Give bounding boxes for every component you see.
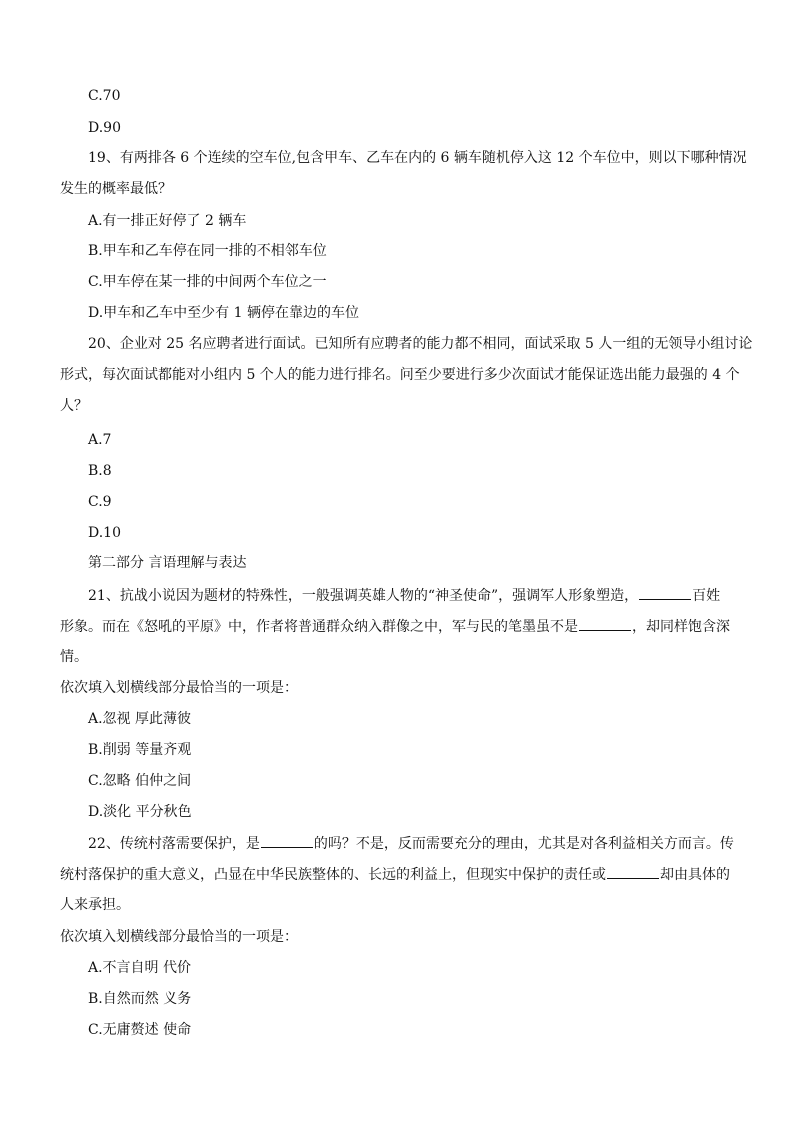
q21-prompt: 依次填入划横线部分最恰当的一项是： xyxy=(60,680,298,696)
q20-option-a: A.7 xyxy=(88,432,112,448)
q22-text-1a: 22、传统村落需要保护，是 xyxy=(88,836,260,852)
q19-stem-line1: 19、有两排各 6 个连续的空车位,包含甲车、乙车在内的 6 辆车随机停入这 12 个车位中，则以下哪种情况 xyxy=(88,150,747,166)
q22-stem-line2 xyxy=(60,864,730,884)
q21-stem-line3: 情。 xyxy=(60,649,88,665)
q21-text-2b: ，却同样饱含深 xyxy=(632,619,730,635)
q22-text-1b: 的吗？不是，反而需要充分的理由，尤其是对各利益相关方而言。传 xyxy=(313,836,734,852)
q20-stem-line1: 20、企业对 25 名应聘者进行面试。已知所有应聘者的能力都不相同，面试采取 5 人一组的无领导小组讨论 xyxy=(88,336,753,352)
q20-option-b: B.8 xyxy=(88,463,112,479)
q22-text-2b: 却由具体的 xyxy=(660,867,730,883)
q19-option-a: A.有一排正好停了 2 辆车 xyxy=(88,213,247,229)
q21-text-1a: 21、抗战小说因为题材的特殊性，一般强调英雄人物的“神圣使命”，强调军人形象塑造， xyxy=(88,588,639,604)
q20-option-c: C.9 xyxy=(88,494,112,510)
q19-option-c: C.甲车停在某一排的中间两个车位之一 xyxy=(88,274,327,290)
q19-stem-line2: 发生的概率最低？ xyxy=(60,181,172,197)
q22-blank-2 xyxy=(607,864,659,879)
q22-prompt: 依次填入划横线部分最恰当的一项是： xyxy=(60,929,298,945)
q21-option-d: D.淡化 平分秋色 xyxy=(88,804,192,820)
q18-option-d: D.90 xyxy=(88,120,121,136)
q22-stem-line1 xyxy=(88,833,734,853)
section-heading: 第二部分 言语理解与表达 xyxy=(88,555,247,571)
q18-option-c: C.70 xyxy=(88,88,121,104)
q22-option-c: C.无庸赘述 使命 xyxy=(88,1022,192,1038)
q22-option-a: A.不言自明 代价 xyxy=(88,960,192,976)
q22-stem-line3: 人来承担。 xyxy=(60,897,130,913)
q21-option-a: A.忽视 厚此薄彼 xyxy=(88,711,192,727)
q21-stem-line2 xyxy=(60,616,730,636)
q22-option-b: B.自然而然 义务 xyxy=(88,991,192,1007)
q19-option-d: D.甲车和乙车中至少有 1 辆停在靠边的车位 xyxy=(88,305,359,321)
q19-option-b: B.甲车和乙车停在同一排的不相邻车位 xyxy=(88,243,327,259)
q20-stem-line2: 形式，每次面试都能对小组内 5 个人的能力进行排名。问至少要进行多少次面试才能保证选出能力最强的 4 个 xyxy=(60,367,740,383)
q21-option-b: B.削弱 等量齐观 xyxy=(88,742,192,758)
q21-blank-2 xyxy=(579,616,631,631)
q22-text-2a: 统村落保护的重大意义，凸显在中华民族整体的、长远的利益上，但现实中保护的责任或 xyxy=(60,867,606,883)
q22-blank-1 xyxy=(261,833,313,848)
q21-text-1b: 百姓 xyxy=(692,588,721,604)
q21-blank-1 xyxy=(639,585,691,600)
q20-stem-line3: 人？ xyxy=(60,398,88,414)
q20-option-d: D.10 xyxy=(88,525,121,541)
q21-text-2a: 形象。而在《怒吼的平原》中，作者将普通群众纳入群像之中，军与民的笔墨虽不是 xyxy=(60,619,578,635)
q21-option-c: C.忽略 伯仲之间 xyxy=(88,773,192,789)
q21-stem-line1 xyxy=(88,585,720,605)
